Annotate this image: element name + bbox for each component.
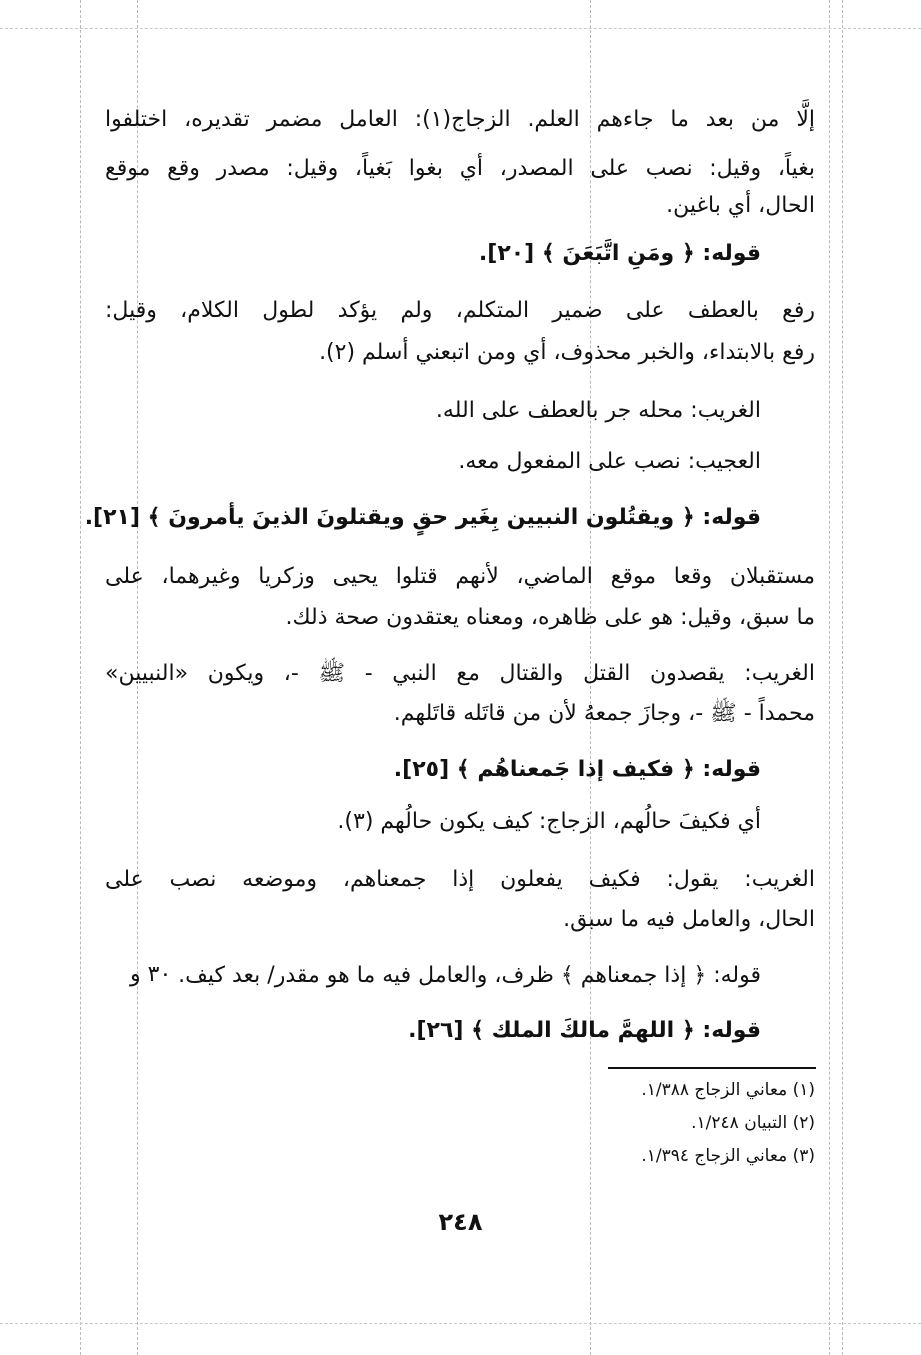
scan-guide-line <box>80 0 81 1355</box>
scan-guide-line <box>842 0 843 1355</box>
text-line: رفع بالعطف على ضمير المتكلم، ولم يؤكد لطول الكلام، وقيل: <box>105 298 815 323</box>
verse-heading: قوله: ﴿ ومَنِ اتَّبَعَنَ ﴾ [٢٠]. <box>478 241 761 266</box>
text-line: محمداً - ﷺ -، وجازَ جمعهُ لأن من قاتَله قاتَلهم. <box>393 701 815 726</box>
text-line: قوله: ﴿ إذا جمعناهم ﴾ ظرف، والعامل فيه ما هو مقدر/ بعد كيف. <box>178 963 761 988</box>
verse-heading: قوله: ﴿ ويقتُلون النبيين بِغَير حقٍ ويقتلونَ الذينَ يأمرونَ ﴾ [٢١]. <box>84 505 761 530</box>
scan-guide-line <box>0 28 921 29</box>
text-line: مستقبلان وقعا موقع الماضي، لأنهم قتلوا يحيى وزكريا وغيرهما، على <box>105 564 815 589</box>
text-line: أي فكيفَ حالُهم، الزجاج: كيف يكون حالُهم (٣). <box>337 809 761 834</box>
footnote: (٢) التبيان ١/٢٤٨. <box>691 1113 815 1133</box>
footnote: (٣) معاني الزجاج ١/٣٩٤. <box>641 1146 815 1166</box>
manuscript-folio-marker: ٣٠ و <box>130 962 172 987</box>
scan-guide-line <box>829 0 830 1355</box>
footnote: (١) معاني الزجاج ١/٣٨٨. <box>641 1080 815 1100</box>
text-line: الحال، والعامل فيه ما سبق. <box>563 907 815 932</box>
text-line: الغريب: محله جر بالعطف على الله. <box>435 398 761 423</box>
scan-guide-line <box>0 1323 921 1324</box>
text-line: الحال، أي باغين. <box>666 193 815 218</box>
page-number: ٢٤٨ <box>438 1208 483 1236</box>
text-line: الغريب: يقصدون القتل والقتال مع النبي - ﷺ -، ويكون «النبيين» <box>105 661 815 686</box>
text-line: رفع بالابتداء، والخبر محذوف، أي ومن اتبعني أسلم (٢). <box>319 340 815 365</box>
text-line: ما سبق، وقيل: هو على ظاهره، ومعناه يعتقدون صحة ذلك. <box>285 605 815 630</box>
text-line: إلَّا من بعد ما جاءهم العلم. الزجاج(١): العامل مضمر تقديره، اختلفوا <box>105 107 815 132</box>
footnote-separator <box>608 1067 816 1069</box>
text-line: العجيب: نصب على المفعول معه. <box>458 449 761 474</box>
verse-heading: قوله: ﴿ فكيف إذا جَمعناهُم ﴾ [٢٥]. <box>393 757 761 782</box>
verse-heading: قوله: ﴿ اللهمَّ مالكَ الملك ﴾ [٢٦]. <box>408 1018 761 1043</box>
text-line: الغريب: يقول: فكيف يفعلون إذا جمعناهم، وموضعه نصب على <box>105 867 815 892</box>
text-line: بغياً، وقيل: نصب على المصدر، أي بغوا بَغياً، وقيل: مصدر وقع موقع <box>105 156 815 181</box>
